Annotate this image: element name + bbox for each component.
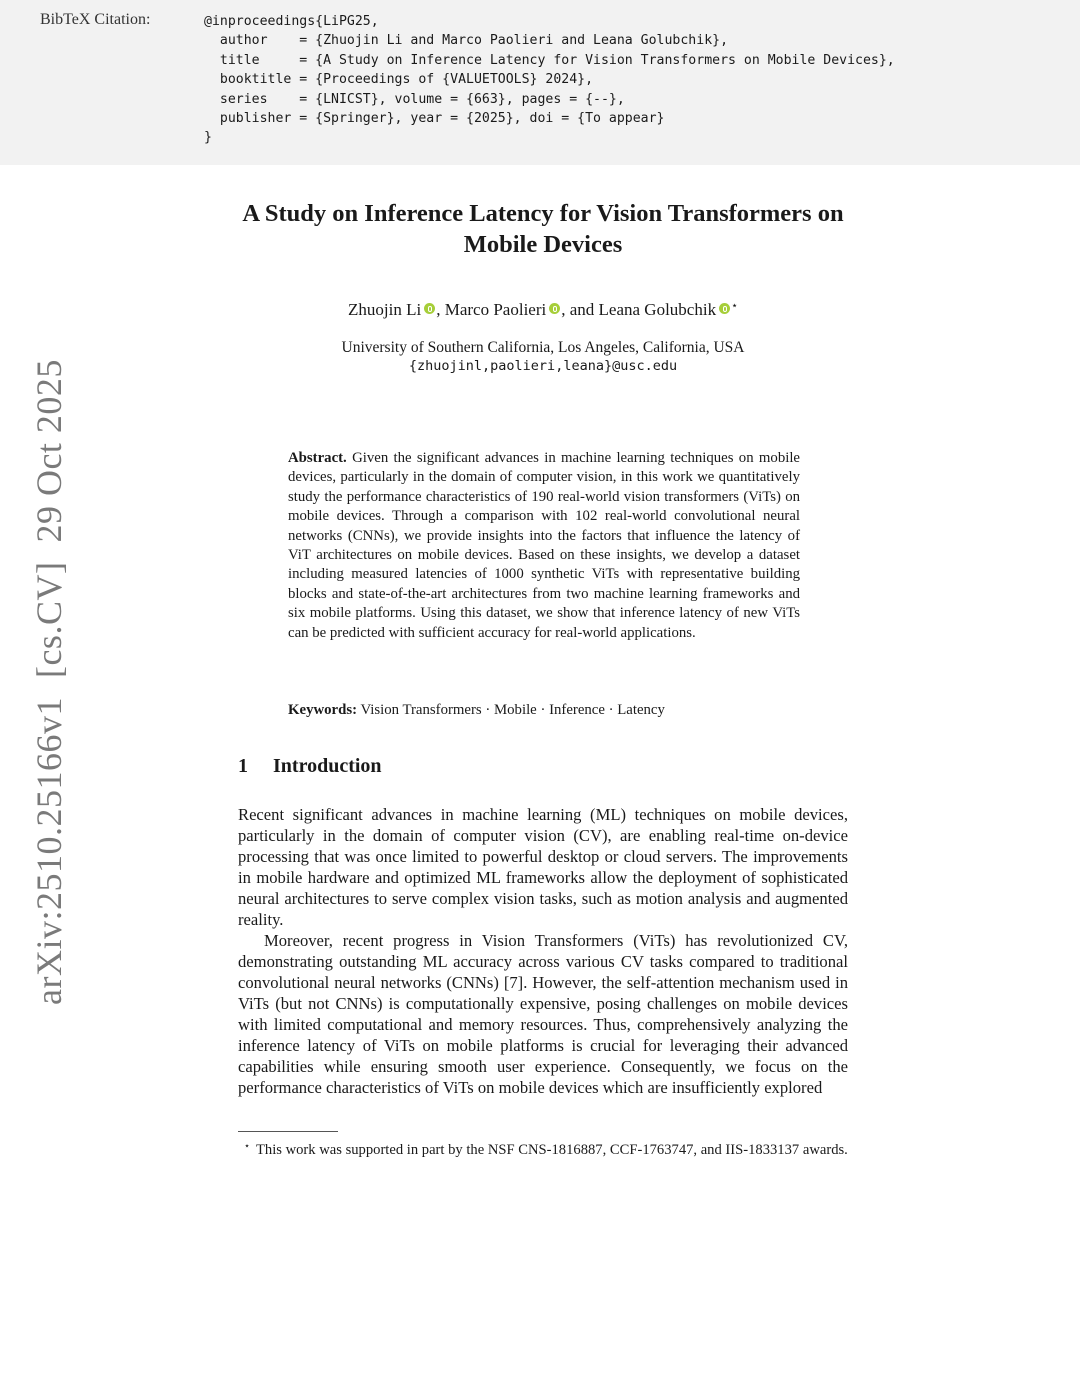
author-name: Marco Paolieri	[444, 300, 547, 319]
footnote-marker: ⋆	[243, 1141, 251, 1152]
footnote	[238, 1137, 848, 1160]
footnote-marker: ⋆	[731, 300, 738, 312]
abstract-text: Given the significant advances in machine learning techniques on mobile devices, particularly in the domain of computer vision, in this work we quantitatively study the performance characteristics of 190 real-world vision transformers (ViTs) on mobile devices. Through a comparison with 102 real-world convolutional neural networks (CNNs), we provide insights into the factors that influence the latency of ViT architectures on mobile devices. Based on these insights, we develop a dataset including measured latencies of 1000 synthetic ViTs with representative building blocks and state-of-the-art architectures from two machine learning frameworks and six mobile platforms. Using this dataset, we show that inference latency of new ViTs can be predicted with sufficient accuracy for real-world applications.	[288, 450, 801, 641]
author-separator: , and	[561, 300, 599, 319]
affiliation-block	[240, 338, 846, 376]
footnote-text: This work was supported in part by the NSF CNS-1816887, CCF-1763747, and IIS-1833137 awards.	[256, 1142, 848, 1158]
footnote-rule	[238, 1131, 338, 1132]
keywords-text: Vision Transformers · Mobile · Inference · Latency	[360, 702, 665, 718]
bibtex-citation-box	[0, 0, 1080, 165]
keywords-label: Keywords:	[288, 702, 358, 718]
abstract	[288, 449, 800, 643]
paragraph: Moreover, recent progress in Vision Transformers (ViTs) has revolutionized CV, demonstrating outstanding ML accuracy across various CV tasks compared to traditional convolutional neural networks (CNNs) [7]. However, the self-attention mechanism used in ViTs (but not CNNs) is computationally expensive, posing challenges on mobile devices with limited computational and memory resources. Thus, comprehensively analyzing the inference latency of ViTs on mobile platforms is crucial for leveraging their advanced capabilities while ensuring smooth user experience. Consequently, we focus on the performance characteristics of ViTs on mobile devices which are insufficiently explored	[238, 931, 848, 1097]
author-emails: {zhuojinl,paolieri,leana}@usc.edu	[408, 358, 678, 374]
bibtex-label: BibTeX Citation:	[40, 11, 151, 28]
abstract-label: Abstract.	[288, 450, 347, 466]
author-name: Leana Golubchik	[598, 300, 717, 319]
section-body	[238, 804, 848, 1098]
orcid-icon[interactable]	[719, 303, 730, 314]
section-number: 1	[238, 755, 248, 777]
author-separator: ,	[436, 300, 445, 319]
section-heading	[238, 755, 382, 778]
keywords	[288, 701, 808, 720]
bibtex-code: @inproceedings{LiPG25, author = {Zhuojin Li and Marco Paolieri and Leana Golubchik}, title = {A Study on Inference Latency for Vision Transformers on Mobile Devices}, booktitle = {Proceedings of {VALUETOOLS} 2024}, series = {LNICST}, volume = {663}, pages = {--}, publisher = {Springer}, year = {2025}, doi = {To appear} }	[204, 14, 895, 146]
affiliation: University of Southern California, Los Angeles, California, USA	[341, 339, 745, 356]
paper-title: A Study on Inference Latency for Vision Transformers on Mobile Devices	[242, 200, 844, 258]
arxiv-identifier[interactable]: arXiv:2510.25166v1 [cs.CV] 29 Oct 2025	[29, 359, 69, 1005]
author-name: Zhuojin Li	[348, 300, 422, 319]
author-list	[240, 299, 846, 320]
orcid-icon[interactable]	[549, 303, 560, 314]
section-title: Introduction	[273, 755, 382, 777]
orcid-icon[interactable]	[424, 303, 435, 314]
paragraph: Recent significant advances in machine learning (ML) techniques on mobile devices, particularly in the domain of computer vision (CV), are enabling real-time on-device processing that was once limited to powerful desktop or cloud servers. The improvements in mobile hardware and optimized ML frameworks allow the deployment of sophisticated neural architectures to serve complex vision tasks, such as motion analysis and augmented reality.	[238, 805, 848, 929]
